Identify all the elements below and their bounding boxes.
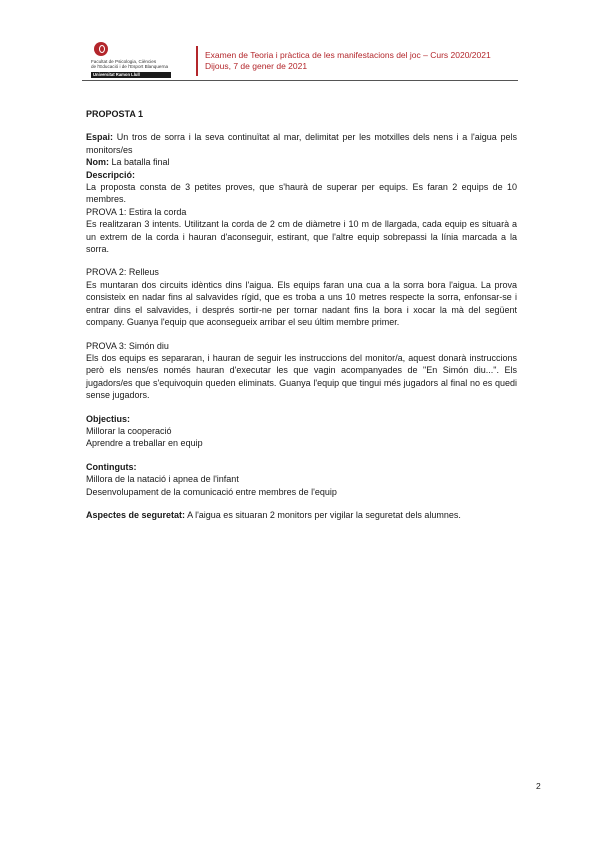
document-body bbox=[86, 108, 517, 521]
espai-label: Espai: bbox=[86, 132, 114, 143]
header-divider bbox=[82, 80, 518, 81]
header-accent-line bbox=[196, 46, 198, 76]
continguts-item: Desenvolupament de la comunicació entre membres de l'equip bbox=[86, 486, 337, 497]
blanquerna-logo-icon bbox=[94, 42, 108, 56]
header-date: Dijous, 7 de gener de 2021 bbox=[205, 61, 308, 71]
prova3-title: PROVA 3: Simón diu bbox=[86, 340, 169, 351]
seguretat-text: A l'aigua es situaran 2 monitors per vigilar la seguretat dels alumnes. bbox=[187, 509, 461, 520]
prova2-title: PROVA 2: Relleus bbox=[86, 267, 159, 278]
university-logo bbox=[91, 42, 183, 78]
nom-text: La batalla final bbox=[111, 157, 170, 168]
seguretat-paragraph bbox=[86, 509, 517, 521]
nom-paragraph bbox=[86, 156, 517, 168]
logo-line-1: Facultat de Psicologia, Ciències bbox=[91, 59, 157, 64]
continguts-item: Millora de la natació i apnea de l'infant bbox=[86, 474, 239, 485]
nom-label: Nom: bbox=[86, 157, 109, 168]
page-number: 2 bbox=[536, 781, 541, 791]
seguretat-label: Aspectes de seguretat: bbox=[86, 509, 186, 520]
espai-text: Un tros de sorra i la seva continuïtat al mar, delimitat per les motxilles dels nens i a l'aigua pels monitors/es bbox=[86, 132, 517, 155]
logo-line-2: de l'Educació i de l'Esport Blanquerna bbox=[91, 64, 169, 70]
logo-band: Universitat Ramon Llull bbox=[91, 72, 171, 78]
descripcio-label: Descripció: bbox=[86, 169, 136, 180]
espai-paragraph bbox=[86, 131, 517, 156]
prova3-text: Els dos equips es separaran, i hauran de seguir les instruccions del monitor/a, aquest donarà instruccions però els nens/es només hauran d'executar les que vagin acompanyades de "En Simón diu...". Els jugadors/es que s'equivoquin queden eliminats. Guanya l'equip que tingui més jugadors al final no es quedi sense jugadors. bbox=[86, 352, 517, 401]
prova1-text: Es realitzaran 3 intents. Utilitzant la corda de 2 cm de diàmetre i 10 m de llargada, cada equip es situarà a un extrem de la corda i hauran d'aconseguir, estirant, que l'altre equip sobrepassi la línia marcada a la sorra. bbox=[86, 219, 517, 255]
prova1-title: PROVA 1: Estira la corda bbox=[86, 206, 187, 217]
continguts-label: Continguts: bbox=[86, 461, 137, 472]
prova2-text: Es muntaran dos circuits idèntics dins l'aigua. Els equips faran una cua a la sorra bora l'aigua. La prova consisteix en nadar fins al salvavides rígid, que es troba a uns 10 metres respecte la sorra, enfonsar-se i entrar dins el salvavides, i després sortir-ne per tornar nadant fins la bora i xocar la mà del següent company. Guanya l'equip que aconsegueix arribar el seu últim membre primer. bbox=[86, 279, 517, 328]
proposal-title: PROPOSTA 1 bbox=[86, 109, 144, 119]
descripcio-text: La proposta consta de 3 petites proves, que s'haurà de superar per equips. Es faran 2 equips de 10 membres. bbox=[86, 182, 517, 205]
logo-text bbox=[91, 59, 183, 70]
objectius-item: Aprendre a treballar en equip bbox=[86, 438, 203, 449]
header-title: Examen de Teoria i pràctica de les manifestacions del joc – Curs 2020/2021 bbox=[205, 50, 491, 60]
objectius-item: Millorar la cooperació bbox=[86, 425, 172, 436]
page-header bbox=[205, 50, 491, 72]
objectius-label: Objectius: bbox=[86, 413, 131, 424]
